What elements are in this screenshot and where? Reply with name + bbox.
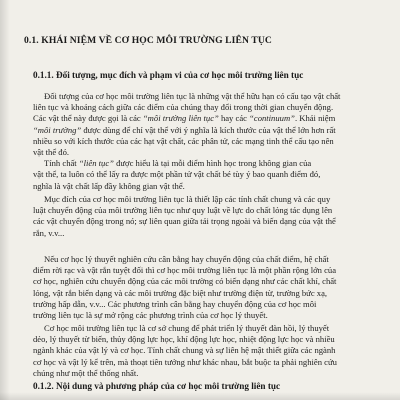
italic-term: “môi trường” <box>33 124 82 135</box>
text-line <box>33 125 336 136</box>
text-segment: được hiểu là tại mỗi điểm hình học trong không gian của <box>113 158 312 169</box>
text-line: điểm rời rạc và vật rắn tuyệt đối thì cơ học môi trường liên tục là một phần rộng lớn của <box>33 265 337 276</box>
section-heading: 0.1. KHÁI NIỆM VỀ CƠ HỌC MÔI TRƯỜNG LIÊN TỤC <box>24 35 272 46</box>
text-line: liên tục và khoảng cách giữa các điểm của chúng thay đổi trong thời gian chuyển động. <box>33 102 334 113</box>
text-line: chúng như một thể thống nhất. <box>33 367 139 378</box>
text-line <box>44 158 311 169</box>
subsection-heading-1: 0.1.1. Đối tượng, mục đích và phạm vi của cơ học môi trường liên tục <box>33 70 304 80</box>
text-segment: . Khái niệm <box>294 113 336 124</box>
text-line: Cơ học môi trường liên tục là cơ sở chung để phát triển lý thuyết đàn hồi, lý thuyết <box>44 323 330 333</box>
text-segment: Các vật thể này được gọi là các <box>33 113 143 124</box>
text-line: vật thể, ta luôn có thể lấy ra được một phần tử vật chất bé tùy ý bao quanh điểm đó, <box>33 169 321 180</box>
text-line: cơ học và vật lý kể trên, mà thoạt tiên tưởng như khác nhau, bắt buộc ta phải nghiên cứu <box>33 356 337 367</box>
text-line: dẻo, lý thuyết từ biến, thủy động lực học, khí động lực học, nhiệt động lực học và nhiều <box>33 334 335 345</box>
text-line: cơ học, nghiên cứu chuyển động của các môi trường có biến dạng như các chất khí, chất <box>33 276 337 287</box>
text-line: rắn, v.v... <box>33 227 65 238</box>
subsection-heading-2: 0.1.2. Nội dung và phương pháp của cơ học môi trường liên tục <box>33 381 281 391</box>
italic-term: “liên tục” <box>78 158 114 169</box>
text-line: Đối tượng của cơ học môi trường liên tục là những vật thể hữu hạn có cấu tạo vật chất <box>44 91 341 101</box>
text-line: luật chuyển động của môi trường liên tục như quy luật về lực do chất lỏng tác dụng lên <box>33 205 333 216</box>
text-line: vật thể đó. <box>33 147 70 157</box>
italic-term: “môi trường liên tục” <box>142 113 219 124</box>
text-line: ngành khác của vật lý và cơ học. Tính chất chung và sự liên hệ mật thiết giữa các ngành <box>33 345 336 356</box>
text-line: các vật chuyển động trong nó; sự liên quan giữa tải trọng ngoài và biến dạng của vật thể <box>33 216 336 227</box>
text-line: trường hấp dẫn, v.v... Các phương trình cân bằng hay chuyển động của cơ học môi <box>33 298 317 309</box>
text-line <box>33 113 335 124</box>
text-line: lỏng, vật rắn biến dạng và các môi trường đặc biệt như trường điện từ, trường bức xạ, <box>33 287 328 298</box>
text-line: trường liên tục là sự mở rộng các phương trình của cơ học lý thuyết. <box>33 310 268 320</box>
page-gutter-shadow <box>0 0 10 400</box>
page-bottom-shadow <box>0 392 400 400</box>
text-line: Nếu cơ học lý thuyết nghiên cứu cân bằng hay chuyển động của chất điểm, hệ chất <box>44 254 329 264</box>
text-line: nhiều so với kích thước của các hạt vật chất, các phân tử, các mạng tinh thể cấu tạo nên <box>33 135 334 146</box>
text-segment: Tính chất <box>44 158 79 169</box>
text-segment: hay các <box>218 113 250 124</box>
italic-term: “continuum” <box>249 113 295 124</box>
text-line: nghĩa là vật chất lấp đầy không gian vật thể. <box>33 180 185 191</box>
text-segment: được dùng để chỉ vật thể với ý nghĩa là kích thước của vật thể lớn hơn rất <box>81 124 336 135</box>
text-line: Mục đích của cơ học môi trường liên tục là thiết lập các tính chất chung và các quy <box>44 194 331 204</box>
